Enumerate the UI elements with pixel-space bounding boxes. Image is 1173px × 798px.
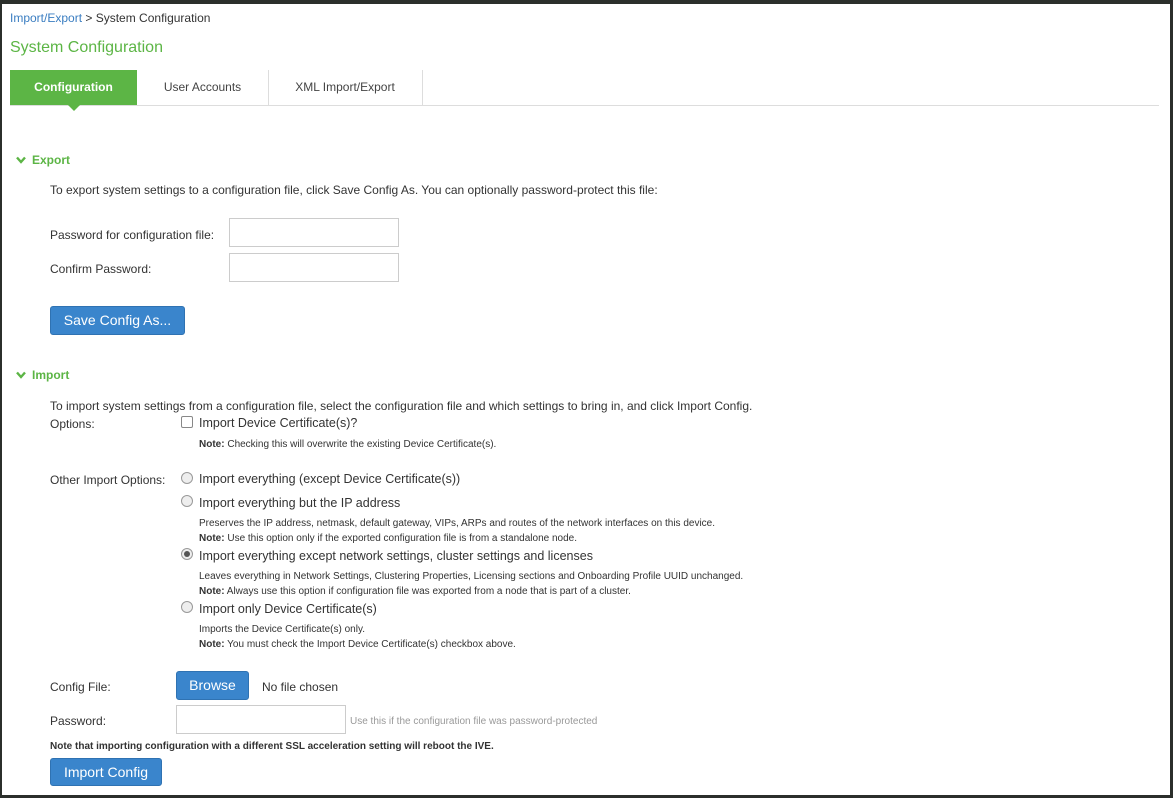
export-confirm-password-input[interactable] [229,253,399,282]
radio-import-except-network[interactable] [181,548,193,560]
device-cert-note: Note: Checking this will overwrite the existing Device Certificate(s). [199,439,497,450]
export-section-header[interactable] [16,153,70,167]
save-config-as-button[interactable]: Save Config As... [50,306,185,335]
chevron-down-icon [16,371,28,382]
radio-import-device-cert-only[interactable] [181,601,193,613]
import-password-input[interactable] [176,705,346,734]
import-config-button[interactable]: Import Config [50,758,162,786]
reboot-note: Note that importing configuration with a different SSL acceleration setting will reboot the IVE. [50,741,494,752]
window-frame-top [0,0,1173,4]
radio-import-everything[interactable] [181,472,193,484]
tab-configuration[interactable]: Configuration [10,70,137,105]
options-label: Options: [50,417,95,431]
radio-import-except-ip-label: Import everything but the IP address [199,496,401,510]
radio-import-device-cert-only-label: Import only Device Certificate(s) [199,602,377,616]
import-description: To import system settings from a configuration file, select the configuration file and which settings to bring in, and click Import Config. [50,399,753,413]
radio-import-device-cert-only-note: Note: You must check the Import Device Certificate(s) checkbox above. [199,639,516,650]
export-confirm-label: Confirm Password: [50,262,152,276]
export-description: To export system settings to a configuration file, click Save Config As. You can optionally password-protect this file: [50,183,658,197]
window-frame-left [0,0,2,798]
breadcrumb-link-import-export[interactable]: Import/Export [10,11,83,25]
export-password-label: Password for configuration file: [50,228,215,242]
import-section-header[interactable] [16,368,69,382]
import-device-cert-label: Import Device Certificate(s)? [199,416,358,430]
radio-import-except-network-note: Note: Always use this option if configuration file was exported from a node that is part of a cluster. [199,586,631,597]
radio-import-except-ip[interactable] [181,495,193,507]
breadcrumb [10,11,210,25]
tab-bar [10,70,1159,106]
tab-user-accounts[interactable]: User Accounts [137,70,269,105]
radio-import-everything-label: Import everything (except Device Certificate(s)) [199,472,461,486]
breadcrumb-current: System Configuration [95,11,211,25]
file-status: No file chosen [262,680,339,694]
import-device-cert-checkbox[interactable] [181,416,193,428]
import-password-label: Password: [50,714,107,728]
radio-import-except-ip-note: Note: Use this option only if the exported configuration file is from a standalone node. [199,533,577,544]
import-heading: Import [32,368,70,382]
radio-import-except-ip-desc: Preserves the IP address, netmask, default gateway, VIPs, ARPs and routes of the network interfaces on this device. [199,518,716,529]
breadcrumb-separator: > [82,11,96,25]
radio-import-except-network-desc: Leaves everything in Network Settings, Clustering Properties, Licensing sections and Onboarding Profile UUID unchanged. [199,571,744,582]
tab-xml-import-export[interactable]: XML Import/Export [268,70,423,105]
export-heading: Export [32,153,71,167]
page-title: System Configuration [10,39,163,56]
chevron-down-icon [16,156,28,167]
radio-import-device-cert-only-desc: Imports the Device Certificate(s) only. [199,624,365,635]
radio-import-except-network-label: Import everything except network settings, cluster settings and licenses [199,549,593,563]
import-password-hint: Use this if the configuration file was password-protected [350,716,598,727]
other-import-options-label: Other Import Options: [50,473,166,487]
config-file-label: Config File: [50,680,111,694]
browse-button[interactable]: Browse [176,671,249,700]
export-password-input[interactable] [229,218,399,247]
